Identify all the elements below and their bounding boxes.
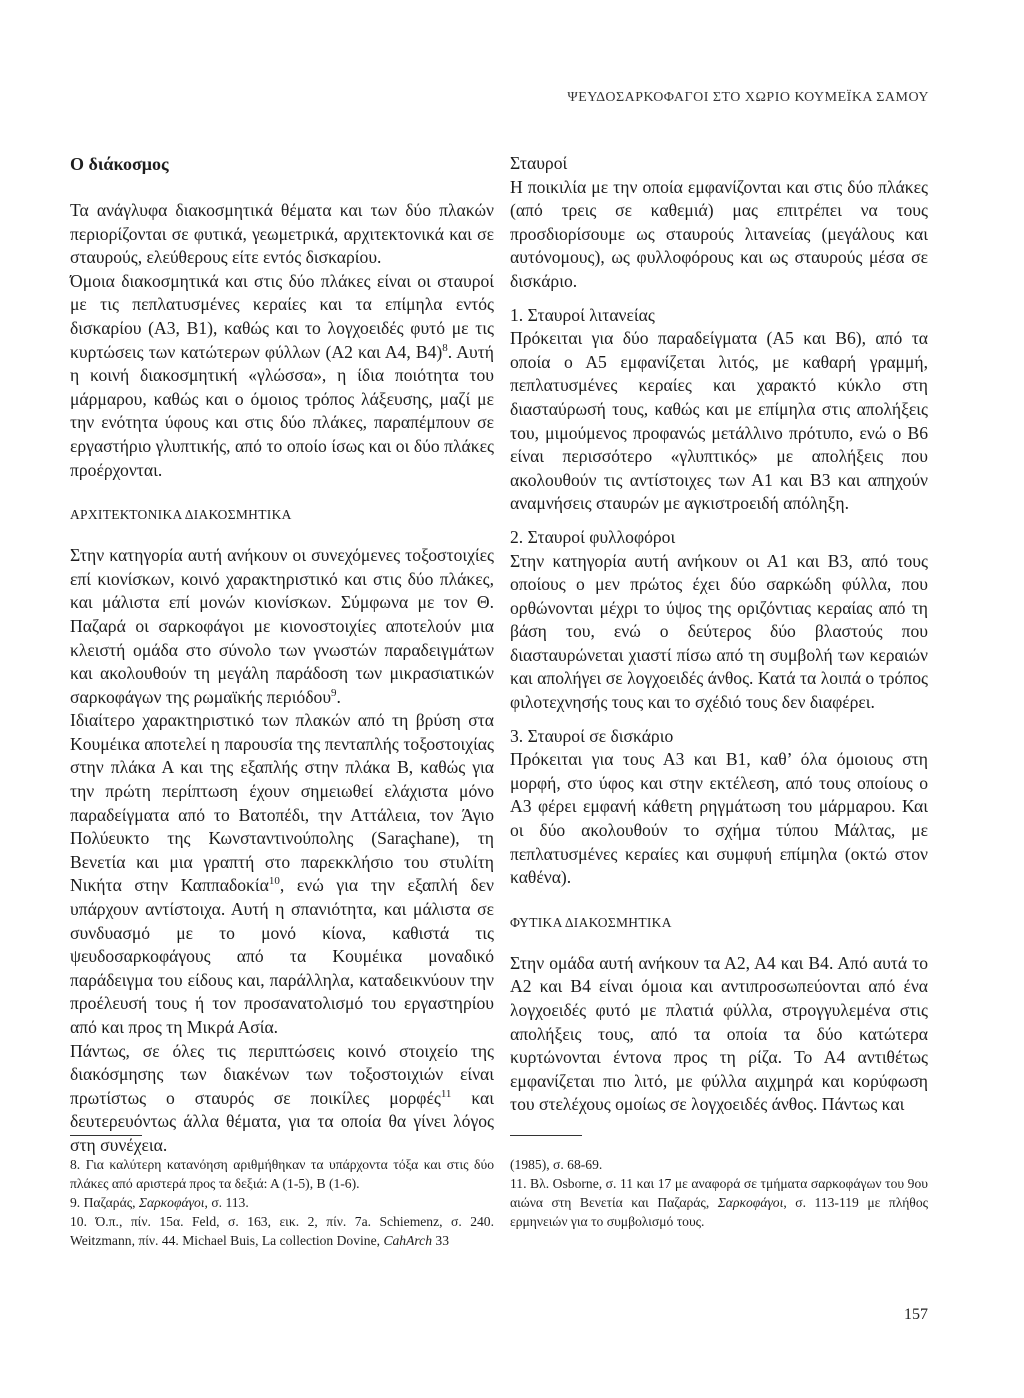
paragraph: Πρόκειται για τους Α3 και Β1, καθ’ όλα όμοιους στη μορφή, στο ύφος και στην εκτέλεση, από τους οποίους ο Α3 φέρει εμφανή κάθετη ρηγμάτωση του μάρμαρου. Και οι δύο ακολουθούν το σχήμα τύπου Μάλτας, με πεπλατυσμένες κεραίες και συμφυή επίμηλα (οκτώ στον καθένα). [510, 749, 928, 888]
right-column [510, 152, 928, 1117]
subsection-title: 3. Σταυροί σε δισκάριο [510, 725, 674, 746]
section-heading: Ο διάκοσμος [70, 154, 169, 174]
footnote-ref[interactable]: 11 [440, 1087, 452, 1100]
footnotes-right [510, 1155, 928, 1231]
subsection-title: 2. Σταυροί φυλλοφόροι [510, 526, 676, 547]
paragraph: Πρόκειται για δύο παραδείγματα (Α5 και Β6), από τα οποία ο Α5 εμφανίζεται λιτός, με καθαρή γραμμή, πεπλατυσμένες κεραίες και χαρακτό κύκλο στη διασταύρωσή τους, καθώς και με επίμηλα στις απολήξεις του, μιμούμενος προφανώς μετάλλινο πρότυπο, ενώ ο Β6 είναι περισσότερο «γλυπτικός» με απολήξεις που ακολουθούν τις αντίστοιχες των Α1 και Β3 και απηχούν αναμνήσεις σταυρών με αγκιστροειδή απόληξη. [510, 328, 928, 514]
footnote: 9. Παζαράς, Σαρκοφάγοι, σ. 113. [70, 1195, 249, 1210]
paragraph: Τα ανάγλυφα διακοσμητικά θέματα και των δύο πλακών περιορίζονται σε φυτικά, γεωμετρικά, αρχιτεκτονικά και σε σταυρούς, ελεύθερους είτε εντός δισκαρίου. [70, 200, 494, 268]
left-column [70, 152, 494, 1158]
footnote-divider [510, 1135, 582, 1136]
paragraph: Στην κατηγορία αυτή ανήκουν οι Α1 και Β3, από τους οποίους ο μεν πρώτος έχει δύο σαρκώδη φύλλα, που ορθώνονται μέχρι το ύψος της οριζόντιας κεραίας από τη βάση του, ενώ ο δεύτερος δύο βλαστούς που διασταυρώνεται χιαστί πίσω από τη συμβολή των κεραιών και απολήγει σε λογχοειδές άνθος. Κατά τα λοιπά ο τρόπος φιλοτεχνησής τους και το σχέδιό τους δεν διαφέρει. [510, 550, 928, 713]
footnote: 8. Για καλύτερη κατανόηση αριθμήθηκαν τα υπάρχοντα τόξα και στις δύο πλάκες από αριστερά προς τα δεξιά: Α (1-5), Β (1-6). [70, 1157, 494, 1191]
paragraph: Όμοια διακοσμητικά και στις δύο πλάκες είναι οι σταυροί με τις πεπλατυσμένες κεραίες και τα επίμηλα εντός δισκαρίου (Α3, Β1), καθώς και το λογχοειδές φυτό με τις κυρτώσεις των κατώτερων φύλλων (Α2 και Α4, Β4)$^8$. Αυτή η κοινή διακοσμητική «γλώσσα», η ίδια ποιότητα του μάρμαρου, καθώς και ο όμοιος τρόπος λάξευσης, μαζί με την ενότητα ύφους και στις δύο πλάκες, παραπέμπουν σε εργαστήριο γλυπτικής, από το οποίο ίσως και οι δύο πλάκες προέρχονται. [70, 270, 494, 480]
footnote-ref[interactable]: 8 [442, 341, 448, 354]
paragraph: Στην ομάδα αυτή ανήκουν τα Α2, Α4 και Β4. Από αυτά το Α2 και Β4 είναι όμοια και αντιπροσωπεύονται από ένα λογχοειδές φυτό με πλατιά φύλλα, στρογγυλεμένα στις απολήξεις τους, από τα οποία τα δύο κατώτερα κυρτώνονται έντονα προς τη ρίζα. Το Α4 αντιθέτως εμφανίζεται πιο λιτό, με φύλλα αιχμηρά και κορύφωση του στελέχους ομοίως σε λογχοειδές άνθος. Πάντως και [510, 952, 928, 1115]
page-number: 157 [904, 1306, 928, 1323]
footnote-ref[interactable]: 10 [268, 875, 280, 888]
paragraph: Στην κατηγορία αυτή ανήκουν οι συνεχόμενες τοξοστοιχίες επί κιονίσκων, κοινό χαρακτηριστικό και στις δύο πλάκες, και μάλιστα επί μονών κιονίσκων. Σύμφωνα με τον Θ. Παζαρά οι σαρκοφάγοι με κιονοστοιχίες αποτελούν μια κλειστή ομάδα στο σύνολο των γνωστών παραδειγμάτων και ακολουθούν τη μεγάλη παράδοση των μικρασιατικών σαρκοφάγων της ρωμαϊκής περιόδου$^9$. [70, 545, 494, 707]
running-header: ΨΕΥΔΟΣΑΡΚΟΦΑΓΟΙ ΣΤΟ ΧΩΡΙΟ ΚΟΥΜΕΪΚΑ ΣΑΜΟΥ [567, 90, 929, 105]
footnote: 10. Ό.π., πίν. 15α. Feld, σ. 163, εικ. 2, πίν. 7a. Schiemenz, σ. 240. Weitzmann, πίν. 44. Michael Buis, La collection Dovine, CahArch 33 [70, 1214, 494, 1248]
footnote-continuation: (1985), σ. 68-69. [510, 1157, 603, 1172]
paragraph: Η ποικιλία με την οποία εμφανίζονται και στις δύο πλάκες (από τρεις σε καθεμιά) μας επιτρέπει να τους προσδιορίσουμε ως σταυρούς λιτανείας (μεγάλους και αυτόνομους), ως φυλλοφόρους και ως σταυρούς μέσα σε δισκάριο. [510, 176, 928, 291]
paragraph: Πάντως, σε όλες τις περιπτώσεις κοινό στοιχείο της διακόσμησης των διακένων των τοξοστοιχιών είναι πρωτίστως ο σταυρός σε ποικίλες μορφές$^{11}$ και δευτερευόντως άλλα θέματα, για τα οποία θα γίνει λόγος στη συνέχεια. [70, 1040, 494, 1155]
subsection-heading: ΑΡΧΙΤΕΚΤΟΝΙΚΑ ΔΙΑΚΟΣΜΗΤΙΚΑ [70, 507, 292, 523]
subsection-title: Σταυροί [510, 153, 568, 173]
subsection-heading: ΦΥΤΙΚΑ ΔΙΑΚΟΣΜΗΤΙΚΑ [510, 914, 672, 930]
footnote-divider [70, 1135, 142, 1136]
footnotes-left [70, 1155, 494, 1250]
subsection-title: 1. Σταυροί λιτανείας [510, 304, 655, 325]
footnote: 11. Βλ. Osborne, σ. 11 και 17 με αναφορά σε τμήματα σαρκοφάγων του 9ου αιώνα στη Βενετία και Παζαράς, Σαρκοφάγοι, σ. 113-119 με πλήθος ερμηνειών για το συμβολισμό τους. [510, 1176, 928, 1229]
footnote-ref[interactable]: 9 [331, 686, 337, 699]
paragraph: Ιδιαίτερο χαρακτηριστικό των πλακών από τη βρύση στα Κουμέικα αποτελεί η παρουσία της πενταπλής τοξοστοιχίας στην πλάκα Α και της εξαπλής στην πλάκα Β, καθώς για την πρώτη περίπτωση έχουν σημειωθεί ελάχιστα μόνο παραδείγματα από το Βατοπέδι, την Αττάλεια, τον Άγιο Πολύευκτο της Κωνσταντινούπολης (Saraçhane), τη Βενετία και μια γραπτή στο παρεκκλήσιο του στυλίτη Νικήτα στην Καππαδοκία$^{10}$, ενώ για την εξαπλή δεν υπάρχουν αντίστοιχα. Αυτή η σπανιότητα, και μάλιστα σε συνδυασμό με το μονό κίονα, καθιστά τις ψευδοσαρκοφάγους από τα Κουμέικα μοναδικό παράδειγμα του είδους και, παράλληλα, καταδεικνύουν την προέλευσή τους ή τον προσανατολισμό του εργαστηρίου από και προς τη Μικρά Ασία. [70, 710, 494, 1037]
